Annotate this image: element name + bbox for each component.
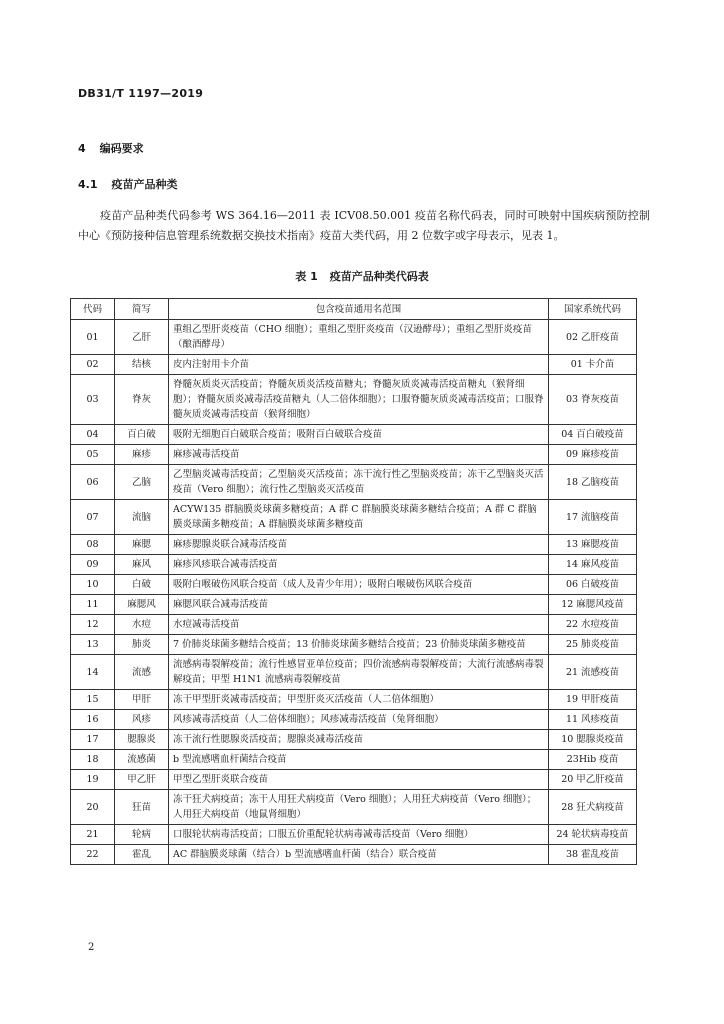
cell-scope: 麻疹风疹联合减毒活疫苗 [169, 555, 549, 575]
cell-code: 03 [71, 375, 115, 425]
cell-national-code: 13 麻腮疫苗 [549, 535, 637, 555]
cell-scope: 麻疹腮腺炎联合减毒活疫苗 [169, 535, 549, 555]
intro-paragraph: 疫苗产品种类代码参考 WS 364.16—2011 表 ICV08.50.001 疫苗名称代码表，同时可映射中国疾病预防控制中心《预防接种信息管理系统数据交换技术指南》疫苗大类代码，用 2 位数字或字母表示，见表 1。 [78, 209, 650, 242]
cell-national-code: 23Hib 疫苗 [549, 750, 637, 770]
table-row [71, 445, 637, 465]
cell-abbr: 流感 [115, 655, 169, 690]
table-row [71, 615, 637, 635]
cell-code: 09 [71, 555, 115, 575]
cell-code: 02 [71, 355, 115, 375]
cell-code: 19 [71, 770, 115, 790]
table-row [71, 730, 637, 750]
cell-abbr: 水痘 [115, 615, 169, 635]
table-row [71, 845, 637, 865]
cell-scope: 冻干甲型肝炎减毒活疫苗；甲型肝炎灭活疫苗（人二倍体细胞） [169, 690, 549, 710]
cell-abbr: 轮病 [115, 825, 169, 845]
table-row [71, 595, 637, 615]
table-row [71, 320, 637, 355]
cell-national-code: 11 风疹疫苗 [549, 710, 637, 730]
cell-national-code: 09 麻疹疫苗 [549, 445, 637, 465]
cell-code: 16 [71, 710, 115, 730]
cell-abbr: 结核 [115, 355, 169, 375]
cell-abbr: 狂苗 [115, 790, 169, 825]
cell-abbr: 白破 [115, 575, 169, 595]
cell-abbr: 流感菌 [115, 750, 169, 770]
cell-national-code: 03 脊灰疫苗 [549, 375, 637, 425]
cell-scope: b 型流感嗜血杆菌结合疫苗 [169, 750, 549, 770]
cell-scope: 冻干流行性腮腺炎活疫苗；腮腺炎减毒活疫苗 [169, 730, 549, 750]
cell-code: 15 [71, 690, 115, 710]
cell-abbr: 腮腺炎 [115, 730, 169, 750]
cell-national-code: 20 甲乙肝疫苗 [549, 770, 637, 790]
cell-scope: 吸附无细胞百白破联合疫苗；吸附百白破联合疫苗 [169, 425, 549, 445]
cell-code: 17 [71, 730, 115, 750]
cell-scope: 吸附白喉破伤风联合疫苗（成人及青少年用）；吸附白喉破伤风联合疫苗 [169, 575, 549, 595]
cell-abbr: 百白破 [115, 425, 169, 445]
cell-code: 05 [71, 445, 115, 465]
cell-national-code: 22 水痘疫苗 [549, 615, 637, 635]
cell-abbr: 肺炎 [115, 635, 169, 655]
table-header-row [71, 299, 637, 320]
cell-abbr: 麻腮 [115, 535, 169, 555]
cell-code: 18 [71, 750, 115, 770]
cell-national-code: 17 流脑疫苗 [549, 500, 637, 535]
cell-scope: AC 群脑膜炎球菌（结合）b 型流感嗜血杆菌（结合）联合疫苗 [169, 845, 549, 865]
cell-abbr: 麻疹 [115, 445, 169, 465]
header-scope: 包含疫苗通用名范围 [169, 299, 549, 320]
cell-code: 22 [71, 845, 115, 865]
cell-abbr: 乙肝 [115, 320, 169, 355]
cell-abbr: 脊灰 [115, 375, 169, 425]
cell-scope: 口服轮状病毒活疫苗；口服五价重配轮状病毒减毒活疫苗（Vero 细胞） [169, 825, 549, 845]
table-row [71, 465, 637, 500]
cell-scope: 麻疹减毒活疫苗 [169, 445, 549, 465]
cell-code: 04 [71, 425, 115, 445]
cell-code: 08 [71, 535, 115, 555]
cell-national-code: 01 卡介苗 [549, 355, 637, 375]
cell-code: 13 [71, 635, 115, 655]
table-row [71, 790, 637, 825]
cell-national-code: 06 白破疫苗 [549, 575, 637, 595]
cell-national-code: 25 肺炎疫苗 [549, 635, 637, 655]
cell-national-code: 10 腮腺炎疫苗 [549, 730, 637, 750]
cell-scope: 重组乙型肝炎疫苗（CHO 细胞）；重组乙型肝炎疫苗（汉逊酵母）；重组乙型肝炎疫苗（酿酒酵母） [169, 320, 549, 355]
cell-scope: 风疹减毒活疫苗（人二倍体细胞）；风疹减毒活疫苗（兔肾细胞） [169, 710, 549, 730]
header-abbr: 简写 [115, 299, 169, 320]
section-4-1-number: 4.1 [78, 178, 98, 191]
section-4-heading [78, 140, 144, 156]
cell-code: 11 [71, 595, 115, 615]
table-row [71, 750, 637, 770]
cell-scope: 皮内注射用卡介苗 [169, 355, 549, 375]
section-4-number: 4 [78, 142, 86, 155]
cell-national-code: 24 轮状病毒疫苗 [549, 825, 637, 845]
cell-abbr: 霍乱 [115, 845, 169, 865]
cell-national-code: 38 霍乱疫苗 [549, 845, 637, 865]
cell-scope: 水痘减毒活疫苗 [169, 615, 549, 635]
table-row [71, 575, 637, 595]
cell-scope: 麻腮风联合减毒活疫苗 [169, 595, 549, 615]
cell-national-code: 04 百白破疫苗 [549, 425, 637, 445]
cell-scope: 冻干狂犬病疫苗；冻干人用狂犬病疫苗（Vero 细胞）；人用狂犬病疫苗（Vero 细胞）；人用狂犬病疫苗（地鼠肾细胞） [169, 790, 549, 825]
cell-abbr: 乙脑 [115, 465, 169, 500]
table-row [71, 500, 637, 535]
cell-abbr: 甲肝 [115, 690, 169, 710]
section-4-1-heading [78, 176, 178, 192]
header-national-code: 国家系统代码 [549, 299, 637, 320]
cell-code: 12 [71, 615, 115, 635]
table-row [71, 375, 637, 425]
table-caption-title: 疫苗产品种类代码表 [329, 270, 429, 283]
cell-scope: 脊髓灰质炎灭活疫苗；脊髓灰质炎活疫苗糖丸；脊髓灰质炎减毒活疫苗糖丸（猴肾细胞）；脊髓灰质炎减毒活疫苗糖丸（人二倍体细胞）；口服脊髓灰质炎减毒活疫苗；口服脊髓灰质炎减毒活疫苗（猴肾细胞） [169, 375, 549, 425]
cell-abbr: 麻风 [115, 555, 169, 575]
cell-code: 01 [71, 320, 115, 355]
table-row [71, 555, 637, 575]
cell-scope: 7 价肺炎球菌多糖结合疫苗；13 价肺炎球菌多糖结合疫苗；23 价肺炎球菌多糖疫苗 [169, 635, 549, 655]
cell-national-code: 18 乙脑疫苗 [549, 465, 637, 500]
table-caption [0, 268, 724, 284]
table-row [71, 770, 637, 790]
cell-abbr: 流脑 [115, 500, 169, 535]
section-4-title: 编码要求 [99, 142, 144, 155]
cell-national-code: 12 麻腮风疫苗 [549, 595, 637, 615]
cell-national-code: 14 麻风疫苗 [549, 555, 637, 575]
table-row [71, 355, 637, 375]
table-row [71, 535, 637, 555]
table-body [71, 320, 637, 865]
cell-code: 07 [71, 500, 115, 535]
section-4-1-title: 疫苗产品种类 [111, 178, 178, 191]
cell-abbr: 麻腮风 [115, 595, 169, 615]
cell-scope: 甲型乙型肝炎联合疫苗 [169, 770, 549, 790]
page-number: 2 [88, 942, 95, 953]
vaccine-type-table [70, 298, 637, 865]
cell-abbr: 风疹 [115, 710, 169, 730]
table-caption-number: 表 1 [295, 270, 318, 283]
cell-code: 10 [71, 575, 115, 595]
table-row [71, 710, 637, 730]
table-row [71, 655, 637, 690]
cell-national-code: 21 流感疫苗 [549, 655, 637, 690]
cell-national-code: 19 甲肝疫苗 [549, 690, 637, 710]
cell-code: 20 [71, 790, 115, 825]
table-row [71, 690, 637, 710]
cell-national-code: 28 狂犬病疫苗 [549, 790, 637, 825]
table-row [71, 825, 637, 845]
header-code: 代码 [71, 299, 115, 320]
standard-code: DB31/T 1197—2019 [78, 87, 204, 100]
table-row [71, 425, 637, 445]
cell-code: 21 [71, 825, 115, 845]
table-row [71, 635, 637, 655]
cell-scope: 乙型脑炎减毒活疫苗；乙型脑炎灭活疫苗；冻干流行性乙型脑炎疫苗；冻干乙型脑炎灭活疫苗（Vero 细胞）；流行性乙型脑炎灭活疫苗 [169, 465, 549, 500]
cell-scope: ACYW135 群脑膜炎球菌多糖疫苗；A 群 C 群脑膜炎球菌多糖结合疫苗；A 群 C 群脑膜炎球菌多糖疫苗；A 群脑膜炎球菌多糖疫苗 [169, 500, 549, 535]
cell-abbr: 甲乙肝 [115, 770, 169, 790]
cell-national-code: 02 乙肝疫苗 [549, 320, 637, 355]
cell-code: 06 [71, 465, 115, 500]
cell-code: 14 [71, 655, 115, 690]
cell-scope: 流感病毒裂解疫苗；流行性感冒亚单位疫苗；四价流感病毒裂解疫苗；大流行流感病毒裂解疫苗；甲型 H1N1 流感病毒裂解疫苗 [169, 655, 549, 690]
